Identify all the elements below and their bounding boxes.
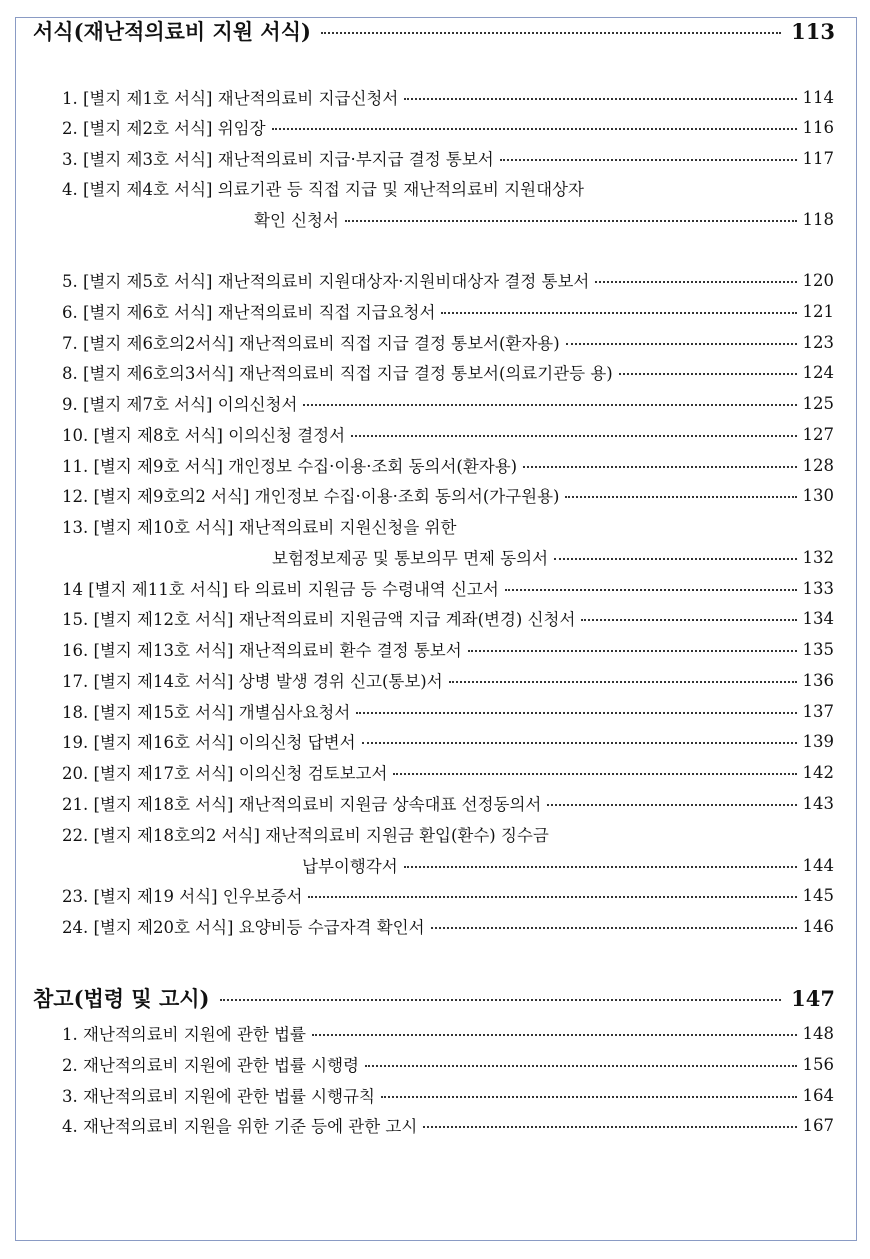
dot-leader [468,650,797,652]
entry-text: 12. [별지 제9호의2 서식] 개인정보 수집·이용·조회 동의서(가구원용) [62,487,560,506]
toc-entry-continuation[interactable] [272,542,834,572]
toc-entry[interactable] [62,327,834,357]
entry-text: 22. [별지 제18호의2 서식] 재난적의료비 지원금 환입(환수) 징수금 [62,826,549,845]
entry-text: 10. [별지 제8호 서식] 이의신청 결정서 [62,426,346,445]
entry-text: 15. [별지 제12호 서식] 재난적의료비 지원금액 지급 계좌(변경) 신청서 [62,610,576,629]
dot-leader [595,281,796,283]
page-number: 148 [802,1023,834,1043]
entry-text: 5. [별지 제5호 서식] 재난적의료비 지원대상자·지원비대상자 결정 통보서 [62,272,590,291]
entry-text: 23. [별지 제19 서식] 인우보증서 [62,887,303,906]
dot-leader [345,220,797,222]
entry-text: 6. [별지 제6호 서식] 재난적의료비 직접 지급요청서 [62,303,436,322]
dot-leader [554,558,796,560]
page-number: 164 [802,1085,834,1105]
dot-leader [547,804,796,806]
entry-text: 확인 신청서 [254,211,339,230]
toc-entry[interactable] [62,696,834,726]
entry-text: 17. [별지 제14호 서식] 상병 발생 경위 신고(통보)서 [62,672,443,691]
page-number: 123 [802,332,834,352]
entry-text: 14 [별지 제11호 서식] 타 의료비 지원금 등 수령내역 신고서 [62,580,499,599]
page-number: 121 [802,301,834,321]
section-title-forms[interactable] [33,16,835,46]
page-number: 114 [802,87,834,107]
dot-leader [381,1096,797,1098]
entry-text: 24. [별지 제20호 서식] 요양비등 수급자격 확인서 [62,918,425,937]
toc-entry[interactable] [62,173,834,203]
dot-leader [308,896,796,898]
toc-entry[interactable] [62,480,834,510]
entry-text: 21. [별지 제18호 서식] 재난적의료비 지원금 상속대표 선정동의서 [62,795,542,814]
entry-text: 2. [별지 제2호 서식] 위임장 [62,119,266,138]
page-number: 137 [802,701,834,721]
dot-leader [523,466,796,468]
dot-leader [220,999,782,1001]
entry-text: 1. 재난적의료비 지원에 관한 법률 [62,1025,306,1044]
dot-leader [566,343,797,345]
dot-leader [272,128,797,130]
dot-leader [365,1065,797,1067]
page-number: 167 [802,1115,834,1135]
toc-entry[interactable] [62,880,834,910]
dot-leader [441,312,796,314]
page-number: 135 [802,639,834,659]
entry-text: 8. [별지 제6호의3서식] 재난적의료비 직접 지급 결정 통보서(의료기관등 용) [62,364,613,383]
toc-entry[interactable] [62,1110,834,1140]
page-number: 143 [802,793,834,813]
dot-leader [449,681,797,683]
toc-entry[interactable] [62,82,834,112]
entry-text: 1. [별지 제1호 서식] 재난적의료비 지급신청서 [62,89,399,108]
page-number: 125 [802,393,834,413]
page-number: 132 [802,547,834,567]
toc-entry[interactable] [62,757,834,787]
page-number: 116 [802,117,834,137]
toc-entry[interactable] [62,665,834,695]
toc-entry[interactable] [62,1049,834,1079]
entry-text: 18. [별지 제15호 서식] 개별심사요청서 [62,703,351,722]
entry-text: 4. 재난적의료비 지원을 위한 기준 등에 관한 고시 [62,1117,418,1136]
entry-text: 13. [별지 제10호 서식] 재난적의료비 지원신청을 위한 [62,518,457,537]
dot-leader [321,32,781,34]
dot-leader [423,1126,796,1128]
toc-entry[interactable] [62,357,834,387]
dot-leader [505,589,797,591]
entry-text: 2. 재난적의료비 지원에 관한 법률 시행령 [62,1056,359,1075]
dot-leader [581,619,796,621]
toc-entry[interactable] [62,1018,834,1048]
entry-text: 19. [별지 제16호 서식] 이의신청 답변서 [62,733,356,752]
toc-entry-continuation[interactable] [254,204,834,234]
page-number: 139 [802,731,834,751]
toc-entry[interactable] [62,296,834,326]
toc-entry[interactable] [62,1080,834,1110]
page-number: 127 [802,424,834,444]
dot-leader [362,742,797,744]
toc-entry[interactable] [62,112,834,142]
toc-entry[interactable] [62,450,834,480]
page-number: 136 [802,670,834,690]
toc-entry[interactable] [62,819,834,849]
entry-text: 납부이행각서 [302,857,398,876]
page-number: 124 [802,362,834,382]
dot-leader [565,496,796,498]
dot-leader [312,1034,797,1036]
toc-entry[interactable] [62,634,834,664]
page-number: 117 [802,148,834,168]
page-number: 118 [802,209,834,229]
dot-leader [356,712,796,714]
entry-text: 16. [별지 제13호 서식] 재난적의료비 환수 결정 통보서 [62,641,462,660]
entry-text: 4. [별지 제4호 서식] 의료기관 등 직접 지급 및 재난적의료비 지원대상자 [62,180,584,199]
section-title-text: 참고(법령 및 고시) [33,986,210,1011]
entry-text: 3. [별지 제3호 서식] 재난적의료비 지급·부지급 결정 통보서 [62,150,494,169]
page-number: 133 [802,578,834,598]
page-number: 120 [802,270,834,290]
dot-leader [393,773,796,775]
toc-entry[interactable] [62,603,834,633]
page-number: 113 [791,18,835,44]
entry-text: 9. [별지 제7호 서식] 이의신청서 [62,395,298,414]
entry-text: 3. 재난적의료비 지원에 관한 법률 시행규칙 [62,1087,375,1106]
entry-text: 7. [별지 제6호의2서식] 재난적의료비 직접 지급 결정 통보서(환자용) [62,334,560,353]
page-number: 145 [802,885,834,905]
toc-entry-continuation[interactable] [302,850,834,880]
toc-entry[interactable] [62,419,834,449]
section-title-references[interactable] [33,983,835,1013]
page-number: 128 [802,455,834,475]
dot-leader [500,159,797,161]
page-number: 142 [802,762,834,782]
entry-text: 보험정보제공 및 통보의무 면제 동의서 [272,549,549,568]
toc-entry[interactable] [62,143,834,173]
toc-entry[interactable] [62,573,834,603]
page-number: 144 [802,855,834,875]
page-number: 146 [802,916,834,936]
dot-leader [619,373,797,375]
page-number: 130 [802,485,834,505]
entry-text: 20. [별지 제17호 서식] 이의신청 검토보고서 [62,764,388,783]
dot-leader [404,866,797,868]
entry-text: 11. [별지 제9호 서식] 개인정보 수집·이용·조회 동의서(환자용) [62,457,518,476]
toc-entry[interactable] [62,265,834,295]
toc-entry[interactable] [62,726,834,756]
dot-leader [404,98,796,100]
page-number: 156 [802,1054,834,1074]
toc-entry[interactable] [62,911,834,941]
page-number: 147 [791,985,835,1011]
dot-leader [431,927,797,929]
toc-entry[interactable] [62,388,834,418]
dot-leader [351,435,796,437]
toc-entry[interactable] [62,788,834,818]
toc-entry[interactable] [62,511,834,541]
dot-leader [303,404,796,406]
page-number: 134 [802,608,834,628]
section-title-text: 서식(재난적의료비 지원 서식) [33,19,311,44]
